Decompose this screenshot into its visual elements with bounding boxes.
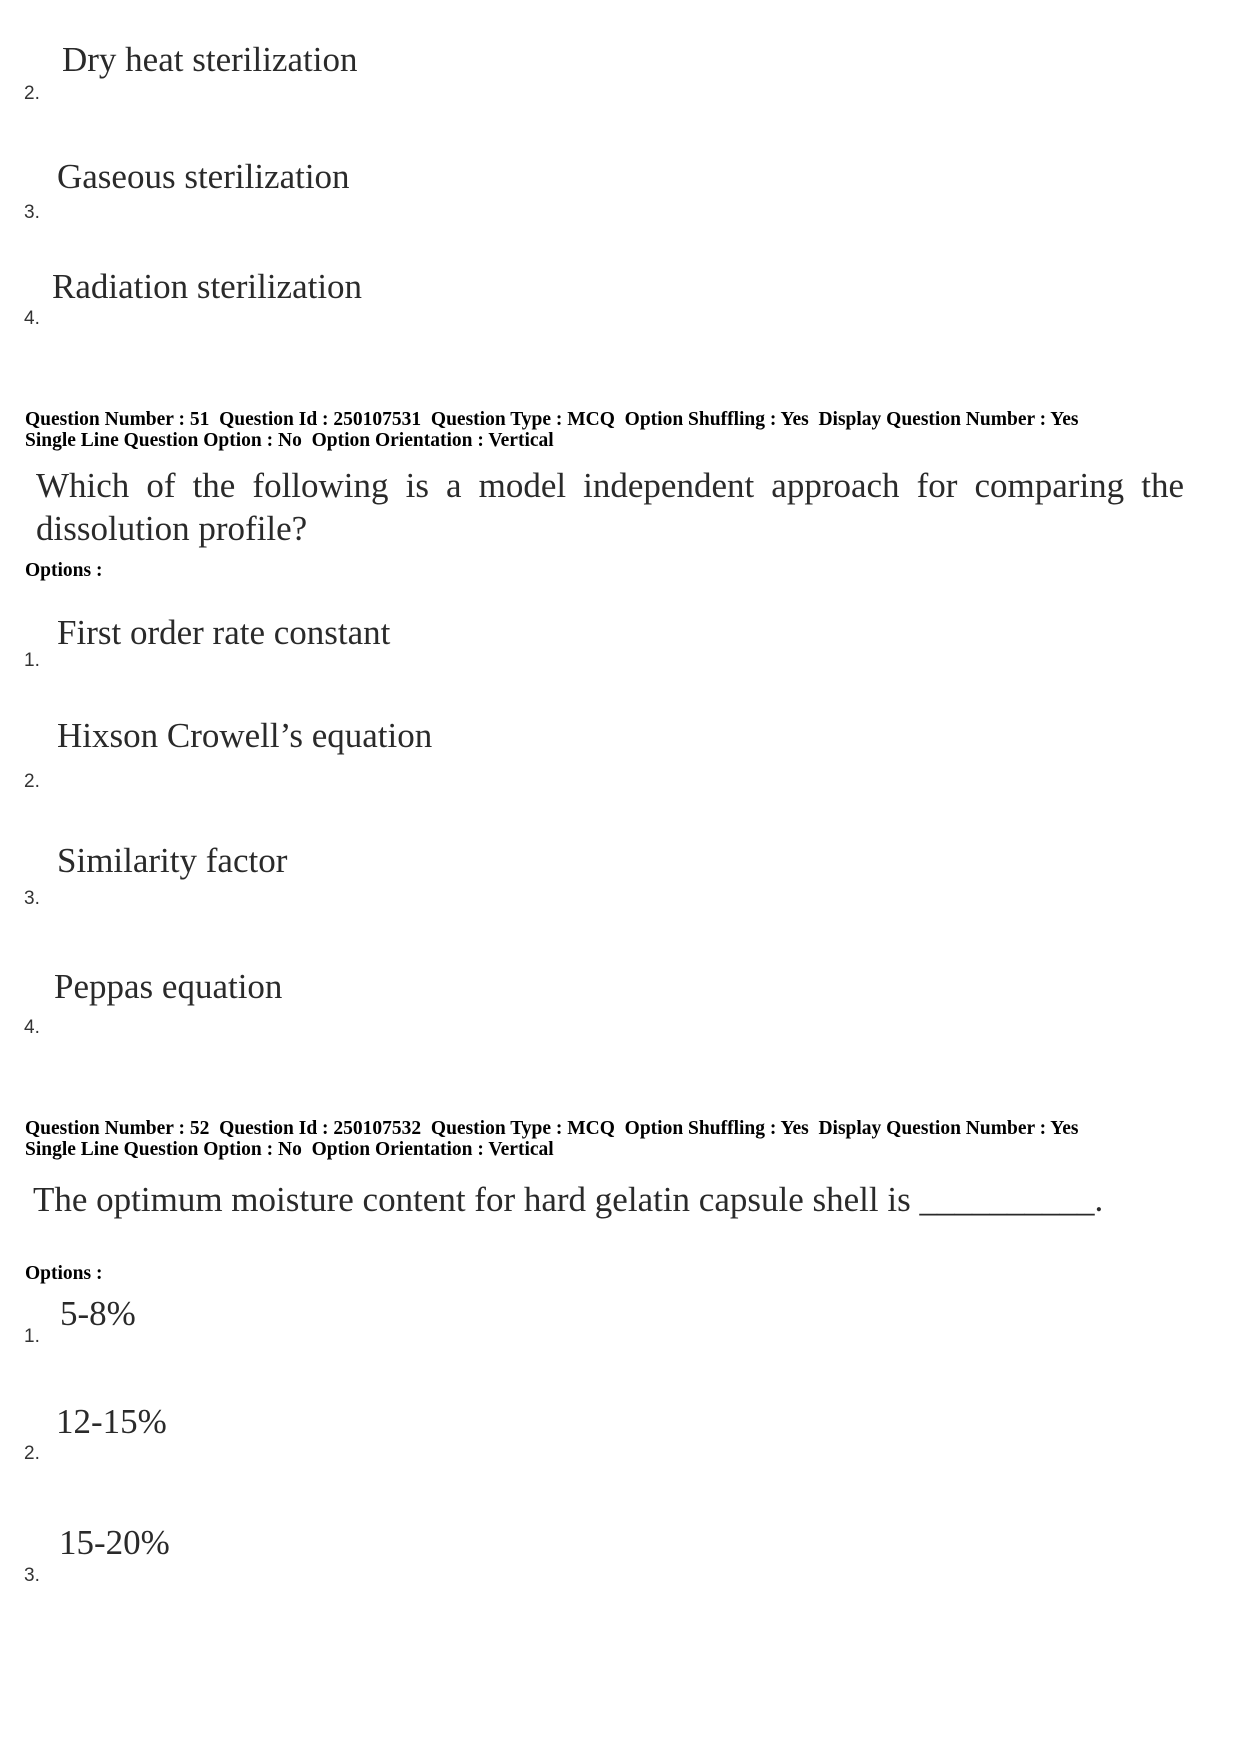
- question-text-line-2: dissolution profile?: [36, 509, 308, 548]
- option-text: Radiation sterilization: [52, 267, 363, 306]
- option-number: 1.: [24, 650, 40, 671]
- option-number: 2.: [24, 1443, 40, 1464]
- question-text-line-1: Which of the following is a model independent approach for comparing the: [36, 466, 1184, 505]
- option-text: Hixson Crowell’s equation: [57, 716, 433, 755]
- option-text: 5-8%: [60, 1294, 136, 1333]
- question-meta-line-2: Single Line Question Option : No Option Orientation : Vertical: [25, 430, 554, 451]
- option-text: First order rate constant: [57, 613, 391, 652]
- option-number: 2.: [24, 83, 40, 104]
- options-label: Options :: [25, 1263, 103, 1284]
- option-text: 15-20%: [59, 1523, 170, 1562]
- question-text: The optimum moisture content for hard gelatin capsule shell is __________.: [33, 1180, 1104, 1219]
- option-number: 3.: [24, 202, 40, 223]
- option-text: Similarity factor: [57, 841, 288, 880]
- option-number: 1.: [24, 1326, 40, 1347]
- option-text: Gaseous sterilization: [57, 157, 350, 196]
- question-meta-line-1: Question Number : 52 Question Id : 250107532 Question Type : MCQ Option Shuffling : Yes Display Question Number : Yes: [25, 1118, 1079, 1139]
- question-meta-line-2: Single Line Question Option : No Option Orientation : Vertical: [25, 1139, 554, 1160]
- option-text: 12-15%: [56, 1402, 167, 1441]
- question-text: [36, 464, 1184, 550]
- option-text: Dry heat sterilization: [62, 40, 358, 79]
- option-number: 3.: [24, 1565, 40, 1586]
- options-label: Options :: [25, 560, 103, 581]
- option-number: 4.: [24, 1017, 40, 1038]
- option-number: 3.: [24, 888, 40, 909]
- question-meta-line-1: Question Number : 51 Question Id : 250107531 Question Type : MCQ Option Shuffling : Yes Display Question Number : Yes: [25, 409, 1079, 430]
- option-text: Peppas equation: [54, 967, 283, 1006]
- option-number: 4.: [24, 308, 40, 329]
- option-number: 2.: [24, 771, 40, 792]
